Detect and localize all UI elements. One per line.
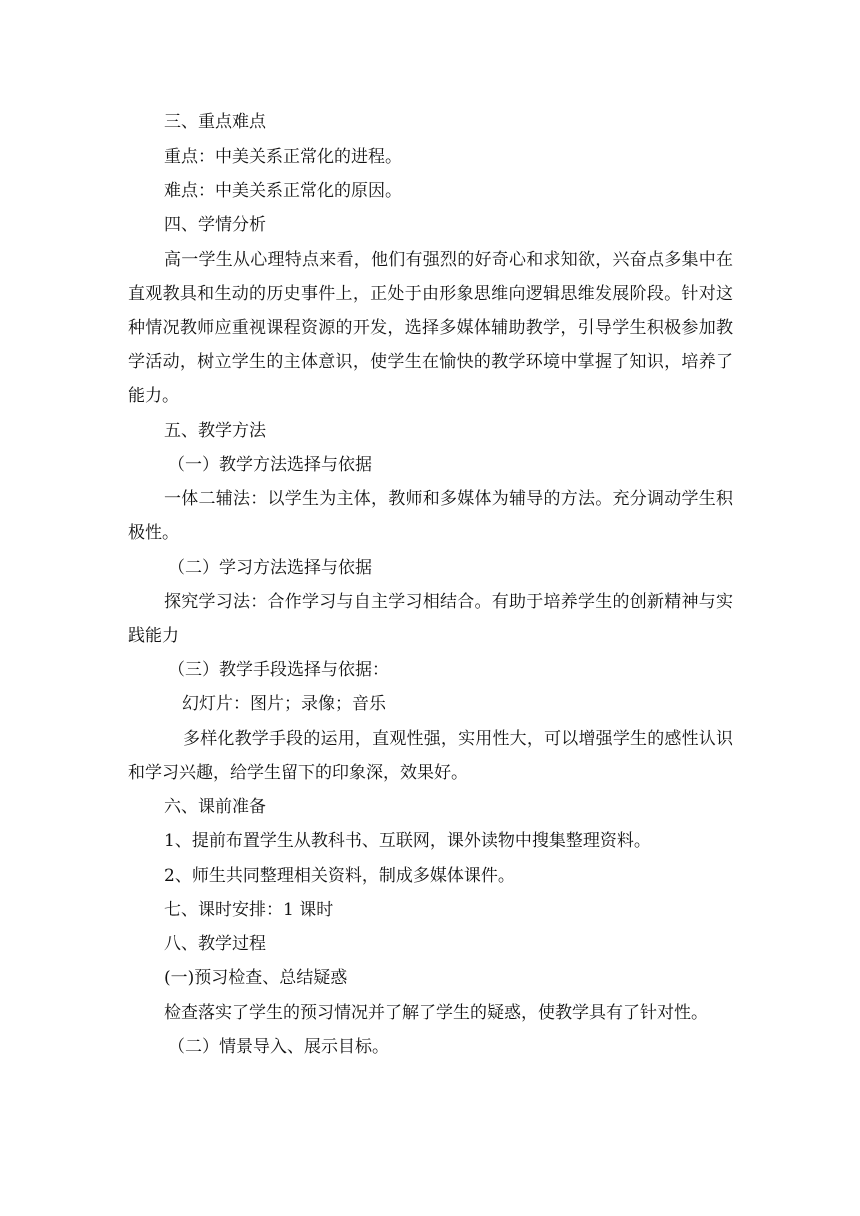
teaching-method-line-2: 极性。 [128,523,179,543]
learning-method-line-1: 探究学习法：合作学习与自主学习相结合。有助于培养学生的创新精神与实 [164,592,733,612]
learning-method-line-2: 践能力 [128,626,179,646]
preview-check-text: 检查落实了学生的预习情况并了解了学生的疑惑，使教学具有了针对性。 [164,1003,708,1023]
subheading-preview-check: (一)预习检查、总结疑惑 [164,968,348,988]
heading-teaching-methods: 五、教学方法 [164,421,266,441]
learner-analysis-line-2: 直观教具和生动的历史事件上，正处于由形象思维向逻辑思维发展阶段。针对这 [128,284,733,304]
difficult-point-text: 难点：中美关系正常化的原因。 [164,181,402,201]
heading-preparation: 六、课前准备 [164,797,266,817]
learner-analysis-line-4: 学活动，树立学生的主体意识，使学生在愉快的教学环境中掌握了知识，培养了 [128,352,733,372]
teaching-means-line-2: 和学习兴趣，给学生留下的印象深，效果好。 [128,763,468,783]
preparation-item-2: 2、师生共同整理相关资料，制成多媒体课件。 [164,866,515,886]
subheading-teaching-method-basis: （一）教学方法选择与依据 [168,455,372,475]
subheading-teaching-means-basis: （三）教学手段选择与依据： [168,660,389,680]
heading-learner-analysis: 四、学情分析 [164,215,266,235]
subheading-learning-method-basis: （二）学习方法选择与依据 [168,558,372,578]
learner-analysis-line-3: 种情况教师应重视课程资源的开发，选择多媒体辅助教学，引导学生积极参加教 [128,318,733,338]
teaching-means-line-1: 多样化教学手段的运用，直观性强，实用性大，可以增强学生的感性认识 [183,729,733,749]
heading-class-hours: 七、课时安排：1 课时 [164,900,334,920]
learner-analysis-line-5: 能力。 [128,386,179,406]
preparation-item-1: 1、提前布置学生从教科书、互联网，课外读物中搜集整理资料。 [164,831,651,851]
heading-key-difficult-points: 三、重点难点 [164,112,266,132]
subheading-scene-introduction: （二）情景导入、展示目标。 [168,1037,389,1057]
teaching-means-list: 幻灯片：图片；录像；音乐 [182,694,386,714]
teaching-method-line-1: 一体二辅法：以学生为主体，教师和多媒体为辅导的方法。充分调动学生积 [164,489,733,509]
learner-analysis-line-1: 高一学生从心理特点来看，他们有强烈的好奇心和求知欲，兴奋点多集中在 [164,250,733,270]
heading-teaching-process: 八、教学过程 [164,934,266,954]
key-point-text: 重点：中美关系正常化的进程。 [164,147,402,167]
